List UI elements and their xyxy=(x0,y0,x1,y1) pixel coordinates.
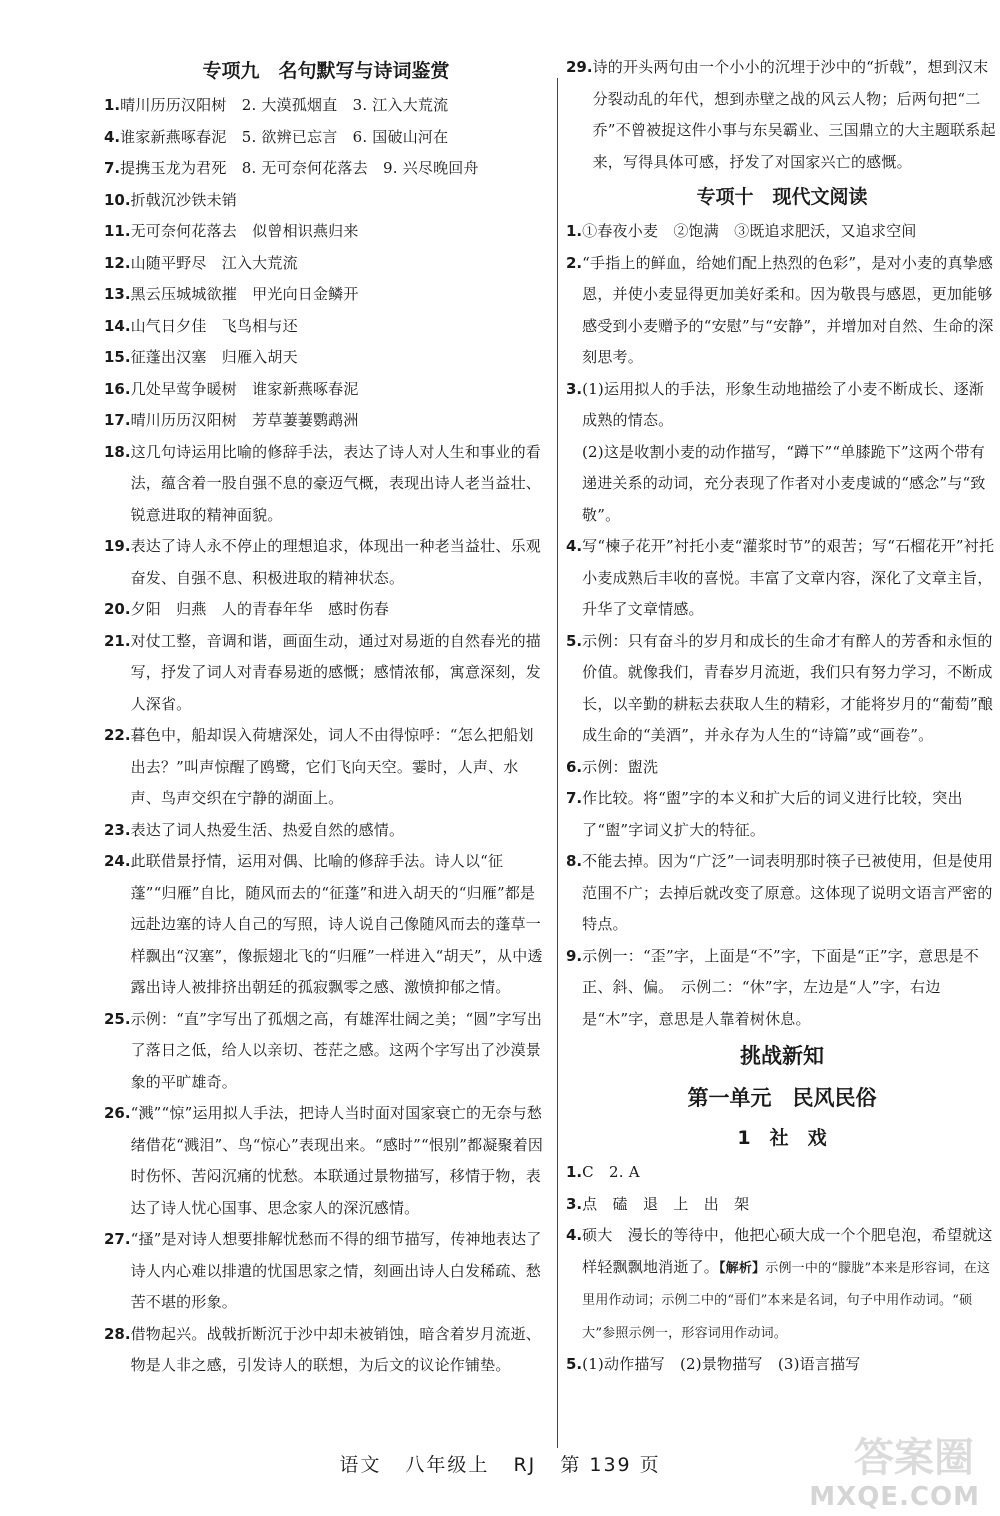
answer-item xyxy=(566,216,998,248)
analysis-label: 【解析】 xyxy=(718,1260,766,1276)
item-text: 折戟沉沙铁未销 xyxy=(130,190,237,209)
column-divider xyxy=(557,78,558,1448)
item-text xyxy=(582,1220,998,1349)
item-number: 3. xyxy=(566,379,583,398)
item-number: 1. xyxy=(566,1163,583,1181)
item-text: ①春夜小麦 ②饱满 ③既追求肥沃，又追求空间 xyxy=(582,222,917,240)
item-text: (1)动作描写 (2)景物描写 (3)语言描写 xyxy=(582,1355,861,1373)
answer-item xyxy=(566,626,998,752)
section10-answer-list xyxy=(566,216,998,1035)
answer-item xyxy=(104,153,548,185)
item-text: 几处早莺争暖树 谁家新燕啄春泥 xyxy=(130,379,359,398)
item-text: 谁家新燕啄春泥 5. 欲辨已忘言 6. 国破山河在 xyxy=(120,127,449,146)
section-heading-10: 专项十 现代文阅读 xyxy=(696,186,868,208)
answer-item xyxy=(566,374,998,437)
item-text: 提携玉龙为君死 8. 无可奈何花落去 9. 兴尽晚回舟 xyxy=(120,159,479,177)
item-text: 此联借景抒情，运用对偶、比喻的修辞手法。诗人以“征蓬”“归雁”自比，随风而去的“征蓬”和进入胡天的“归雁”都是远赴边塞的诗人自己的写照，诗人说自己像随风而去的蓬草一样飘出“汉塞”，像振翅北飞的“归雁”一样进入“胡天”，从中透露出诗人被排挤出朝廷的孤寂飘零之感、激愤抑郁之情。 xyxy=(130,852,543,996)
item-number: 7. xyxy=(104,159,121,177)
answer-item xyxy=(566,783,998,846)
item-text: 表达了诗人永不停止的理想追求，体现出一种老当益壮、乐观奋发、自强不息、积极进取的精神状态。 xyxy=(130,537,541,587)
item-number: 14. xyxy=(104,316,131,335)
answer-item xyxy=(104,216,548,248)
answer-item xyxy=(104,437,548,532)
item-number: 19. xyxy=(104,537,131,555)
item-number: 27. xyxy=(104,1230,131,1248)
answer-item xyxy=(104,311,548,343)
item-number: 28. xyxy=(104,1324,131,1343)
item-number: 25. xyxy=(104,1009,131,1028)
answer-item xyxy=(104,720,548,815)
answer-item xyxy=(104,846,548,1004)
answer-item xyxy=(566,1157,998,1189)
lesson-heading: 1 社 戏 xyxy=(737,1127,827,1149)
item-number: 9. xyxy=(566,946,583,965)
item-number: 12. xyxy=(104,253,131,272)
answer-item xyxy=(566,1189,998,1221)
item-number: 4. xyxy=(566,537,583,555)
item-number: 15. xyxy=(104,348,131,366)
part-heading: 挑战新知 xyxy=(740,1044,824,1068)
answer-item xyxy=(566,531,998,626)
answer-item xyxy=(104,279,548,311)
answer-item xyxy=(104,594,548,626)
item-number: 22. xyxy=(104,726,131,744)
item-number: 18. xyxy=(104,442,131,461)
item-number: 23. xyxy=(104,820,131,839)
item-number: 13. xyxy=(104,285,131,303)
answer-item-29 xyxy=(566,52,998,178)
answer-item xyxy=(104,248,548,280)
item-text: 不能去掉。因为“广泛”一词表明那时筷子已被使用，但是使用范围不广；去掉后就改变了原意。这体现了说明文语言严密的特点。 xyxy=(582,852,994,933)
item-number: 1. xyxy=(104,96,121,114)
item-text: 诗的开头两句由一个小小的沉埋于沙中的“折戟”，想到汉末分裂动乱的年代，想到赤壁之战的风云人物；后两句把“二乔”不曾被捉这件小事与东吴霸业、三国鼎立的大主题联系起来，写得具体可感，抒发了对国家兴亡的感慨。 xyxy=(592,58,996,171)
right-column xyxy=(566,52,998,1381)
lesson-answer-list xyxy=(566,1157,998,1220)
item-text: 暮色中，船却误入荷塘深处，词人不由得惊呼：“怎么把船划出去？”叫声惊醒了鸥鹭，它们飞向天空。霎时，人声、水声、鸟声交织在宁静的湖面上。 xyxy=(130,726,534,807)
item-text: 对仗工整，音调和谐，画面生动，通过对易逝的自然春光的描写，抒发了词人对青春易逝的感慨；感情浓郁，寓意深刻，发人深省。 xyxy=(130,631,541,713)
answer-item xyxy=(104,90,548,122)
item-number: 5. xyxy=(566,631,583,650)
item-text: 表达了词人热爱生活、热爱自然的感情。 xyxy=(130,820,405,839)
item-text: 点 磕 退 上 出 架 xyxy=(582,1194,750,1213)
left-answer-list xyxy=(104,90,548,1382)
item-text: “溅”“惊”运用拟人手法，把诗人当时面对国家衰亡的无奈与愁绪借花“溅泪”、鸟“惊心”表现出来。“感时”“恨别”都凝聚着因时伤怀、苦闷沉痛的忧愁。本联通过景物描写，移情于物，表达了诗人忧心国事、思念家人的深沉感情。 xyxy=(130,1104,544,1217)
answer-item xyxy=(104,531,548,594)
item-number: 4. xyxy=(104,127,121,146)
item-number: 7. xyxy=(566,789,583,807)
item-number: 3. xyxy=(566,1194,583,1213)
item-number: 4. xyxy=(566,1226,583,1244)
answer-item xyxy=(104,1224,548,1319)
answer-item xyxy=(104,1098,548,1224)
answer-item xyxy=(104,626,548,721)
item-text: 借物起兴。战戟折断沉于沙中却未被销蚀，暗含着岁月流逝、物是人非之感，引发诗人的联想，为后文的议论作铺垫。 xyxy=(130,1324,541,1374)
item-text: 晴川历历汉阳树 2. 大漠孤烟直 3. 江入大荒流 xyxy=(120,96,449,114)
watermark-logo: 答案圈 xyxy=(854,1435,974,1481)
item-number: 10. xyxy=(104,190,131,209)
answer-item xyxy=(566,752,998,784)
item-number: 21. xyxy=(104,631,131,650)
item-number: 20. xyxy=(104,600,131,618)
item-text: (1)运用拟人的手法，形象生动地描绘了小麦不断成长、逐渐成熟的情态。 xyxy=(582,379,984,429)
item-number: 29. xyxy=(566,58,593,76)
item-text: 夕阳 归燕 人的青春年华 感时伤春 xyxy=(130,600,389,618)
answer-item xyxy=(566,941,998,1036)
item-text: 这几句诗运用比喻的修辞手法，表达了诗人对人生和事业的看法，蕴含着一股自强不息的豪迈气概，表现出诗人老当益壮、锐意进取的精神面貌。 xyxy=(130,442,541,524)
answer-item xyxy=(104,122,548,154)
item-text: 山气日夕佳 飞鸟相与还 xyxy=(130,316,298,335)
analysis-text: 示例一中的“朦胧”本来是形容词，在这里用作动词；示例二中的“哥们”本来是名词，句子中用作动词。“硕大”参照示例一，形容词用作动词。 xyxy=(582,1260,991,1341)
answer-item xyxy=(104,185,548,217)
answer-item xyxy=(104,374,548,406)
footer-grade: 八年级上 xyxy=(405,1454,490,1476)
item-number: 5. xyxy=(566,1355,583,1373)
answer-item xyxy=(566,437,998,532)
item-text: 示例一：“歪”字，上面是“不”字，下面是“正”字，意思是不正、斜、偏。 示例二：“休”字，左边是“人”字，右边是“木”字，意思是人靠着树休息。 xyxy=(582,946,979,1028)
left-column xyxy=(104,52,548,1382)
footer-subject: 语文 xyxy=(339,1454,382,1476)
item-text: 示例：只有奋斗的岁月和成长的生命才有醉人的芳香和永恒的价值。就像我们，青春岁月流逝，我们只有努力学习，不断成长，以辛勤的耕耘去获取人生的精彩，才能将岁月的“葡萄”酿成生命的“美酒”，并永存为人生的“诗篇”或“画卷”。 xyxy=(582,631,994,744)
answer-item xyxy=(104,815,548,847)
watermark xyxy=(800,1420,980,1516)
item-text: 写“楝子花开”衬托小麦“灌浆时节”的艰苦；写“石榴花开”衬托小麦成熟后丰收的喜悦。丰富了文章内容，深化了文章主旨，升华了文章情感。 xyxy=(582,537,995,618)
watermark-site: MXQE.COM xyxy=(809,1482,980,1512)
item-text: “手指上的鲜血，给她们配上热烈的色彩”，是对小麦的真挚感恩，并使小麦显得更加美好柔和。因为敬畏与感恩，更加能够感受到小麦赠予的“安慰”与“安静”，并增加对自然、生命的深刻思考。 xyxy=(582,253,994,366)
item-number: 11. xyxy=(104,222,131,240)
item-number: 2. xyxy=(566,253,583,272)
item-text: “搔”是对诗人想要排解忧愁而不得的细节描写，传神地表达了诗人内心难以排遣的忧国思家之情，刻画出诗人白发稀疏、愁苦不堪的形象。 xyxy=(130,1230,542,1311)
item-text: 晴川历历汉阳树 芳草萋萋鹦鹉洲 xyxy=(130,411,359,429)
answer-item xyxy=(566,846,998,941)
item-number: 1. xyxy=(566,222,583,240)
item-number: 17. xyxy=(104,411,131,429)
item-text: 作比较。将“盥”字的本义和扩大后的词义进行比较，突出了“盥”字词义扩大的特征。 xyxy=(582,789,963,839)
item-number: 26. xyxy=(104,1104,131,1122)
footer-edition: RJ xyxy=(513,1454,537,1476)
item-number: 16. xyxy=(104,379,131,398)
item-text: (2)这是收割小麦的动作描写，“蹲下”“单膝跪下”这两个带有递进关系的动词，充分表现了作者对小麦虔诚的“感念”与“致敬”。 xyxy=(582,442,986,524)
item-number: 6. xyxy=(566,757,583,776)
answer-item xyxy=(104,1004,548,1099)
section-heading-9: 专项九 名句默写与诗词鉴赏 xyxy=(202,60,450,82)
item-text: C 2. A xyxy=(582,1163,640,1181)
footer-page-number: 第 139 页 xyxy=(560,1454,661,1476)
answer-item xyxy=(566,248,998,374)
item-text: 征蓬出汉塞 归雁入胡天 xyxy=(130,348,298,366)
item-number: 24. xyxy=(104,852,131,870)
unit-heading: 第一单元 民风民俗 xyxy=(687,1086,877,1110)
item-text: 无可奈何花落去 似曾相识燕归来 xyxy=(130,222,359,240)
answer-item xyxy=(104,342,548,374)
answer-item-5 xyxy=(566,1349,998,1381)
answer-item xyxy=(104,405,548,437)
item-number: 8. xyxy=(566,852,583,870)
item-text: 示例：盥洗 xyxy=(582,757,659,776)
item-text: 山随平野尽 江入大荒流 xyxy=(130,253,298,272)
answer-item-4 xyxy=(566,1220,998,1349)
item-answer: 硕大 漫长的等待中，他把心硕大成一个个肥皂泡，希望就这样轻飘飘地消逝了。 xyxy=(582,1226,993,1276)
answer-item xyxy=(104,1319,548,1382)
item-text: 示例：“直”字写出了孤烟之高，有雄浑壮阔之美；“圆”字写出了落日之低，给人以亲切、苍茫之感。这两个字写出了沙漠景象的平旷雄奇。 xyxy=(130,1009,543,1091)
item-text: 黑云压城城欲摧 甲光向日金鳞开 xyxy=(130,285,359,303)
